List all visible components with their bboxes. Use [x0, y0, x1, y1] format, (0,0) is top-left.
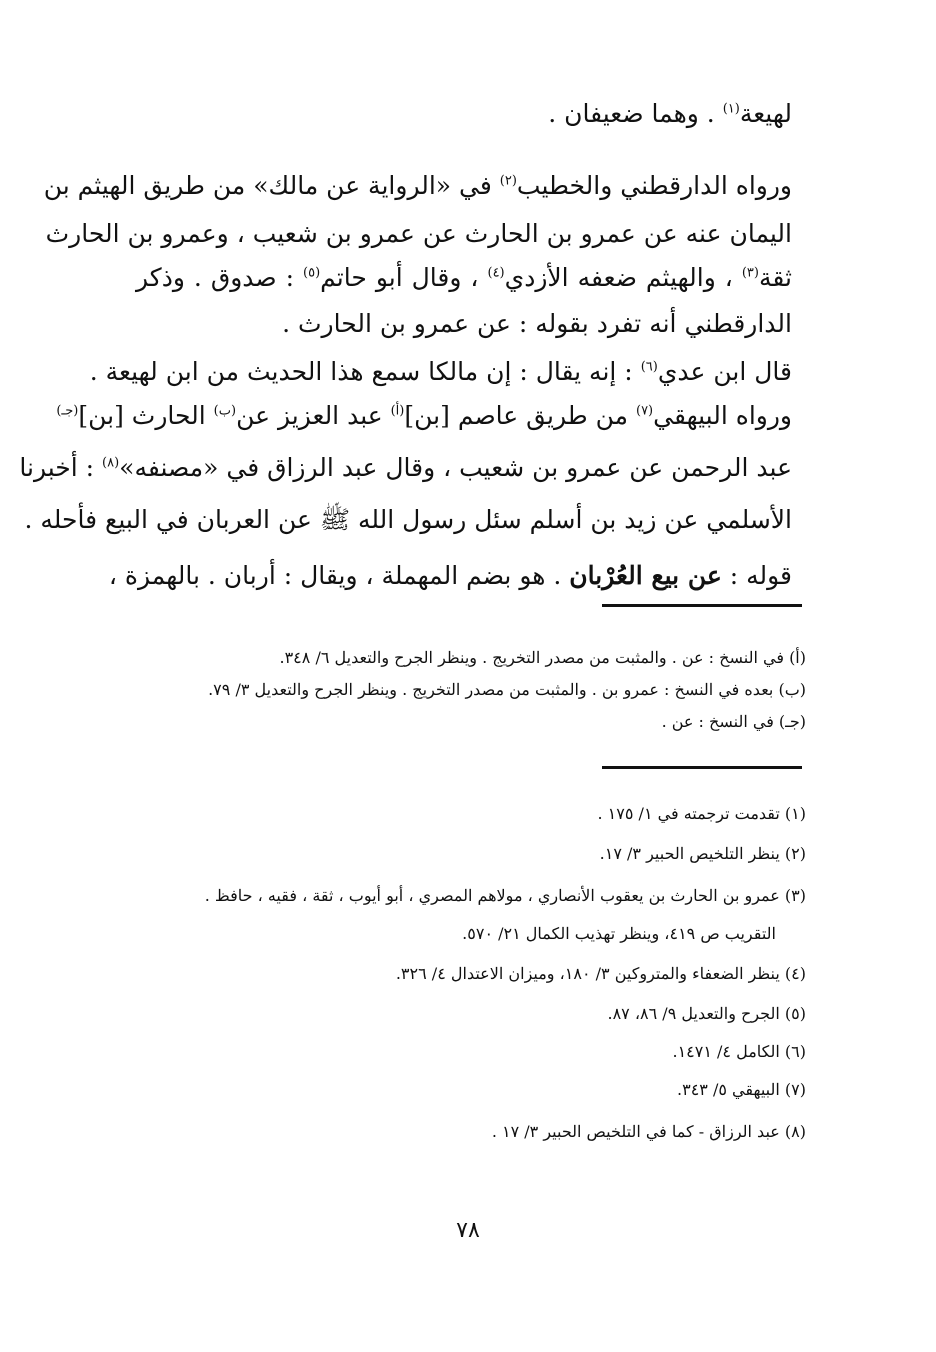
body-line-1: لهيعة$^{(١)}$ . وهما ضعيفان .	[548, 99, 792, 128]
body-line-8: عبد الرحمن عن عمرو بن شعيب ، وقال عبد الرزاق في «مصنفه»$^{(٨)}$ : أخبرنا	[19, 453, 792, 482]
body-line-9: الأسلمي عن زيد بن أسلم سئل رسول الله ﷺ عن العربان في البيع فأحله .	[24, 505, 792, 534]
footnote-2: (٢) ينظر التلخيص الحبير ٣/ ١٧.	[599, 844, 806, 863]
body-line-6: قال ابن عدي$^{(٦)}$ : إنه يقال : إن مالكا سمع هذا الحديث من ابن لهيعة .	[89, 357, 792, 386]
variant-note-a: (أ) في النسخ : عن . والمثبت من مصدر التخريج . وينظر الجرح والتعديل ٦/ ٣٤٨.	[279, 648, 806, 667]
footnote-8: (٨) عبد الرزاق - كما في التلخيص الحبير ٣/ ١٧ .	[491, 1122, 806, 1141]
footnote-4: (٤) ينظر الضعفاء والمتروكين ٣/ ١٨٠، وميزان الاعتدال ٤/ ٣٢٦.	[395, 964, 806, 983]
footnote-separator-2	[602, 766, 802, 769]
footnote-3-cont: التقريب ص ٤١٩، وينظر تهذيب الكمال ٢١/ ٥٧٠.	[462, 924, 776, 943]
body-line-4: ثقة$^{(٣)}$ ، والهيثم ضعفه الأزدي$^{(٤)}$ ، وقال أبو حاتم$^{(٥)}$ : صدوق . وذكر	[136, 263, 792, 292]
footnote-7: (٧) البيهقي ٥/ ٣٤٣.	[677, 1080, 806, 1099]
body-line-3: اليمان عنه عن عمرو بن الحارث عن عمرو بن شعيب ، وعمرو بن الحارث	[45, 219, 792, 248]
body-line-5: الدارقطني أنه تفرد بقوله : عن عمرو بن الحارث .	[282, 309, 792, 338]
footnote-3: (٣) عمرو بن الحارث بن يعقوب الأنصاري ، مولاهم المصري ، أبو أيوب ، ثقة ، فقيه ، حافظ .	[204, 886, 806, 905]
footnote-separator-1	[602, 604, 802, 607]
footnote-5: (٥) الجرح والتعديل ٩/ ٨٦، ٨٧.	[607, 1004, 806, 1023]
body-line-10: قوله : عن بيع العُرْبان . هو بضم المهملة ، ويقال : أربان . بالهمزة ،	[108, 561, 792, 590]
footnote-1: (١) تقدمت ترجمته في ١/ ١٧٥ .	[597, 804, 806, 823]
bolded-term: عن بيع العُرْبان	[569, 561, 722, 590]
body-line-2: ورواه الدارقطني والخطيب$^{(٢)}$ في «الرواية عن مالك» من طريق الهيثم بن	[43, 171, 792, 200]
footnote-6: (٦) الكامل ٤/ ١٤٧١.	[672, 1042, 806, 1061]
body-line-7: ورواه البيهقي$^{(٧)}$ من طريق عاصم [بن]$^{(أ)}$ عبد العزيز عن$^{(ب)}$ الحارث [بن]$^{(جـ)}$	[56, 401, 792, 430]
variant-note-b: (ب) بعده في النسخ : عمرو بن . والمثبت من مصدر التخريج . وينظر الجرح والتعديل ٣/ ٧٩.	[208, 680, 806, 699]
page-number: ٧٨	[456, 1218, 480, 1243]
variant-note-c: (جـ) في النسخ : عن .	[661, 712, 806, 731]
